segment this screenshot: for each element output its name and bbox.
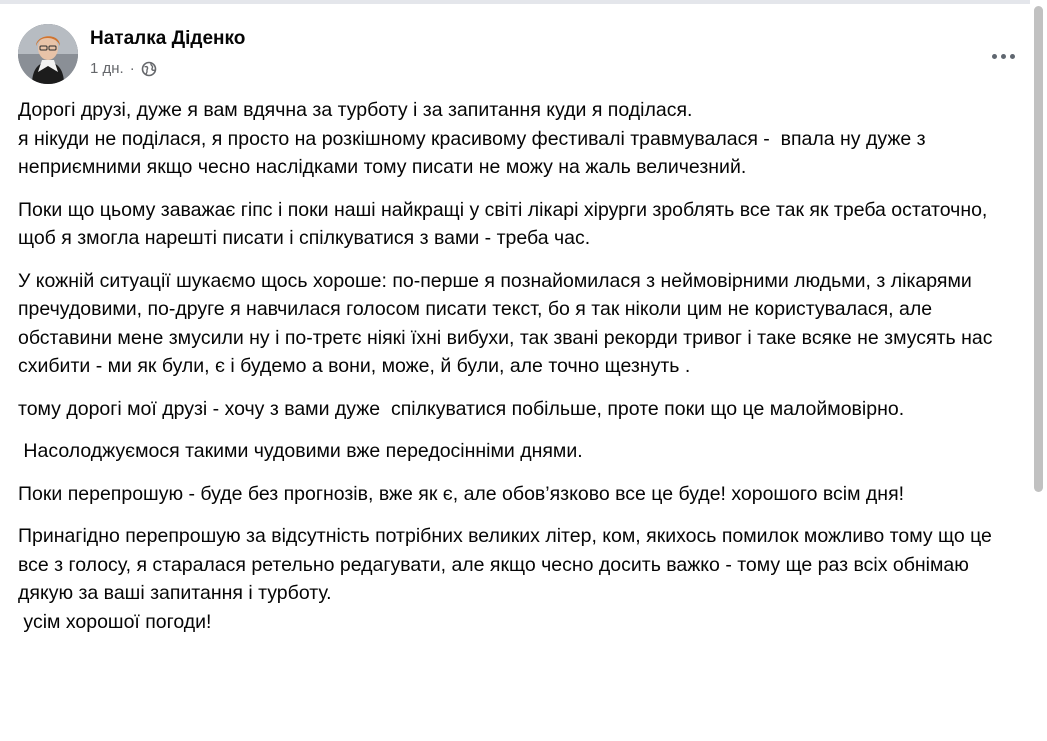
post-paragraph: тому дорогі мої друзі - хочу з вами дуже спілкуватися побільше, проте поки що це малоймовірно. — [18, 397, 905, 420]
profile-photo — [18, 24, 78, 84]
author-name[interactable]: Наталка Діденко — [90, 28, 246, 49]
post-timestamp[interactable]: 1 дн. — [90, 60, 124, 77]
post-meta — [90, 60, 157, 77]
post-paragraph: Насолоджуємося такими чудовими вже передосінніми днями. — [18, 440, 583, 462]
post-card — [0, 4, 1030, 741]
post-paragraph: Поки що цьому заважає гіпс і поки наші найкращі у світі лікарі хірурги зроблять все так як треба остаточно, щоб я змогла нарешті писати і спілкуватися з вами - треба час. — [18, 198, 993, 249]
post-paragraph: Принагідно перепрошую за відсутність потрібних великих літер, ком, якихось помилок можливо тому що це все з голосу, я старалася ретельно редагувати, але якщо чесно досить важко - тому ще раз всіх обнімаю дякую за ваші запитання і турботу. усім хорошої погоди! — [18, 525, 992, 633]
scrollbar-thumb[interactable] — [1034, 6, 1043, 492]
post-paragraph: Поки перепрошую - буде без прогнозів, вже як є, але обов’язково все це буде! хорошого всім дня! — [18, 482, 905, 505]
meta-separator: · — [129, 60, 135, 77]
post-paragraph: Дорогі друзі, дуже я вам вдячна за турботу і за запитання куди я поділася. я нікуди не поділася, я просто на розкішному красивому фестивалі травмувалася - впала ну дуже з неприємними якщо чесно наслідками тому писати не можу на жаль величезний. — [18, 99, 926, 178]
more-options-button[interactable] — [985, 38, 1021, 74]
author-avatar[interactable] — [18, 24, 78, 84]
globe-icon[interactable] — [141, 61, 157, 77]
more-horizontal-icon — [992, 54, 1015, 59]
post-paragraph: У кожній ситуації шукаємо щось хороше: по-перше я познайомилася з неймовірними людьми, з лікарями пречудовими, по-друге я навчилася голосом писати текст, бо я так ніколи цим не користувалася, але обставини мене змусили ну і по-третє ніякі їхні вибухи, так звані рекорди тривог і таке всяке не змусять нас схибити - ми як були, є і будемо а вони, може, й були, але точно щезнуть . — [18, 269, 998, 377]
post-text — [18, 96, 1028, 650]
